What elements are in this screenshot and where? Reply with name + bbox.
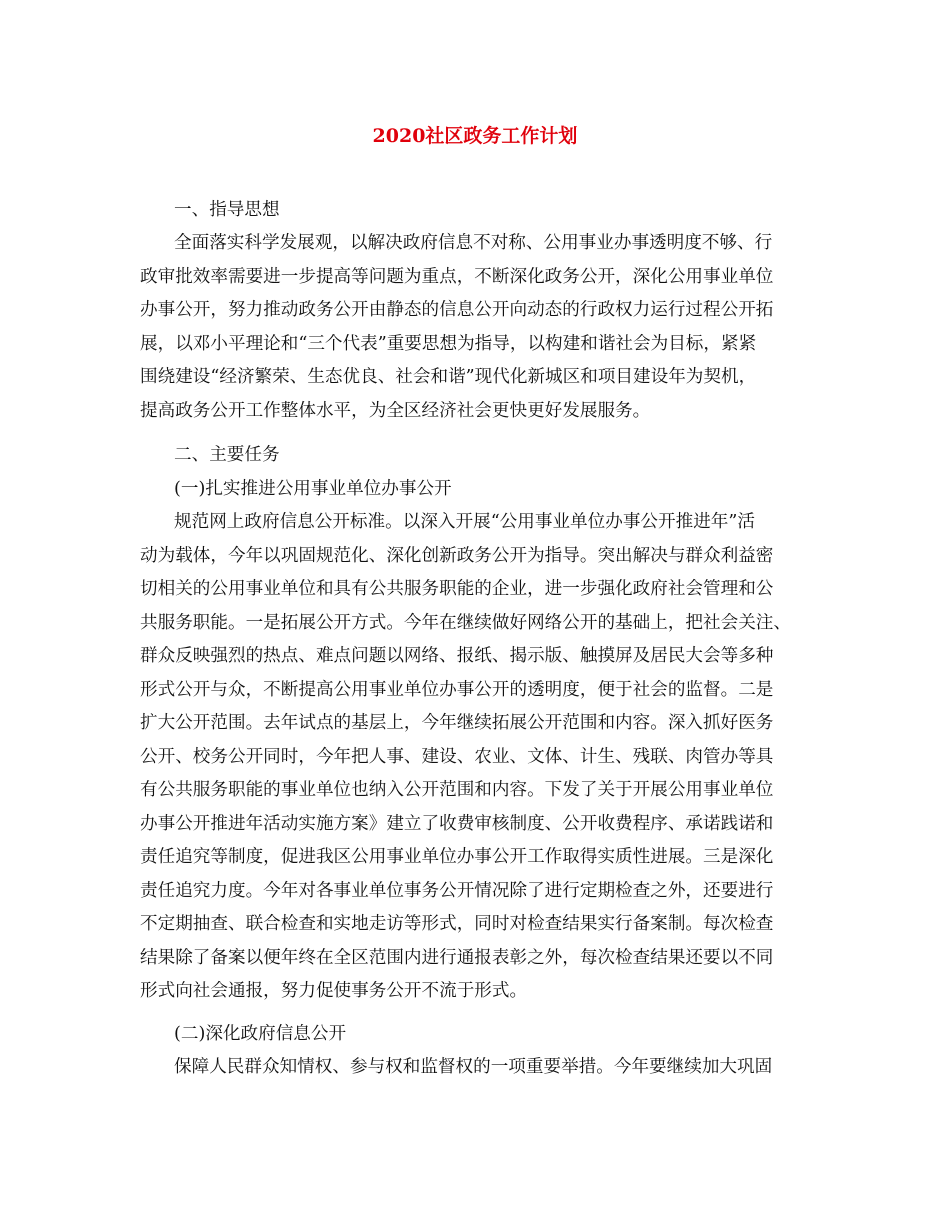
paragraph-line: 展，以邓小平理论和“三个代表”重要思想为指导，以构建和谐社会为目标，紧紧 <box>140 334 757 354</box>
paragraph-line: 责任追究等制度，促进我区公用事业单位办事公开工作取得实质性进展。三是深化 <box>140 847 774 867</box>
paragraph-line: 公开、校务公开同时，今年把人事、建设、农业、文体、计生、残联、肉管办等具 <box>140 747 774 767</box>
paragraph-line: 全面落实科学发展观，以解决政府信息不对称、公用事业办事透明度不够、行 <box>174 233 773 253</box>
paragraph-line: 围绕建设“经济繁荣、生态优良、社会和谐”现代化新城区和项目建设年为契机， <box>140 367 757 387</box>
paragraph-line: 政审批效率需要进一步提高等问题为重点，不断深化政务公开，深化公用事业单位 <box>140 267 774 287</box>
paragraph-line: 责任追究力度。今年对各事业单位事务公开情况除了进行定期检查之外，还要进行 <box>140 881 774 901</box>
paragraph-line: 结果除了备案以便年终在全区范围内进行通报表彰之外，每次检查结果还要以不同 <box>140 948 774 968</box>
subsection-heading: (二)深化政府信息公开 <box>174 1024 347 1044</box>
paragraph-line: 办事公开推进年活动实施方案》建立了收费审核制度、公开收费程序、承诺践诺和 <box>140 814 774 834</box>
paragraph-line: 保障人民群众知情权、参与权和监督权的一项重要举措。今年要继续加大巩固 <box>174 1057 773 1077</box>
paragraph-line: 群众反映强烈的热点、难点问题以网络、报纸、揭示版、触摸屏及居民大会等多种 <box>140 646 774 666</box>
paragraph-line: 不定期抽查、联合检查和实地走访等形式，同时对检查结果实行备案制。每次检查 <box>140 914 774 934</box>
paragraph-line: 动为载体，今年以巩固规范化、深化创新政务公开为指导。突出解决与群众利益密 <box>140 546 774 566</box>
paragraph-line: 形式公开与众，不断提高公用事业单位办事公开的透明度，便于社会的监督。二是 <box>140 680 774 700</box>
section-heading: 一、指导思想 <box>174 200 280 220</box>
paragraph-line: 共服务职能。一是拓展公开方式。今年在继续做好网络公开的基础上，把社会关注、 <box>140 613 791 633</box>
paragraph-line: 形式向社会通报，努力促使事务公开不流于形式。 <box>140 981 528 1001</box>
paragraph-line: 办事公开，努力推动政务公开由静态的信息公开向动态的行政权力运行过程公开拓 <box>140 300 774 320</box>
document-title: 2020社区政务工作计划 <box>372 125 578 147</box>
paragraph-line: 有公共服务职能的事业单位也纳入公开范围和内容。下发了关于开展公用事业单位 <box>140 780 774 800</box>
section-heading: 二、主要任务 <box>174 445 280 465</box>
subsection-heading: (一)扎实推进公用事业单位办事公开 <box>174 479 452 499</box>
paragraph-line: 规范网上政府信息公开标准。以深入开展“公用事业单位办事公开推进年”活 <box>174 512 755 532</box>
paragraph-line: 扩大公开范围。去年试点的基层上，今年继续拓展公开范围和内容。深入抓好医务 <box>140 713 774 733</box>
paragraph-line: 提高政务公开工作整体水平，为全区经济社会更快更好发展服务。 <box>140 401 651 421</box>
paragraph-line: 切相关的公用事业单位和具有公共服务职能的企业，进一步强化政府社会管理和公 <box>140 579 774 599</box>
